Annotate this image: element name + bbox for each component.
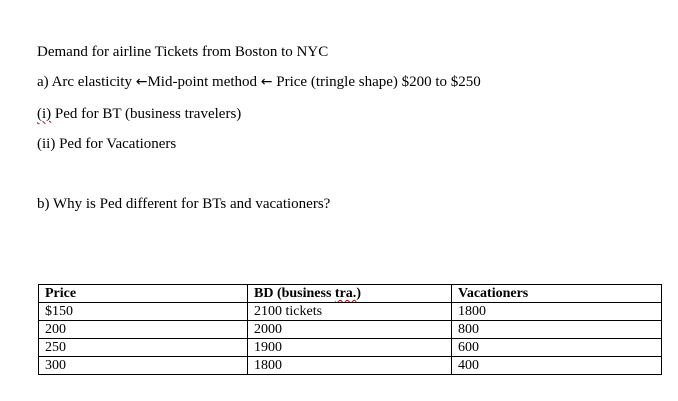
header-bd-prefix: BD (business: [254, 286, 335, 301]
document-title: Demand for airline Tickets from Boston to NYC: [37, 44, 329, 60]
cell-business-demand: 1900: [248, 339, 452, 357]
cell-price: $150: [39, 303, 248, 321]
left-arrow-icon: ←: [260, 74, 273, 90]
cell-vacationers: 600: [452, 339, 662, 357]
table-header-row: [39, 285, 662, 303]
table-row: [39, 339, 662, 357]
cell-vacationers: 800: [452, 321, 662, 339]
table-row: [39, 321, 662, 339]
cell-business-demand: 1800: [248, 357, 452, 375]
header-price: Price: [39, 285, 248, 303]
header-bd-squiggle: tra.: [334, 286, 357, 301]
question-a: [37, 73, 481, 91]
header-vacationers: Vacationers: [452, 285, 662, 303]
question-b: b) Why is Ped different for BTs and vacationers?: [37, 196, 331, 212]
header-business-demand: [248, 285, 452, 303]
table-row: [39, 303, 662, 321]
cell-business-demand: 2000: [248, 321, 452, 339]
item-i-marker: (i): [37, 106, 52, 122]
item-i-text: Ped for BT (business travelers): [51, 106, 242, 122]
cell-price: 300: [39, 357, 248, 375]
table-row: [39, 357, 662, 375]
cell-business-demand: 2100 tickets: [248, 303, 452, 321]
item-i: [37, 105, 241, 123]
question-a-text-1: a) Arc elasticity: [37, 74, 136, 90]
cell-vacationers: 1800: [452, 303, 662, 321]
cell-price: 200: [39, 321, 248, 339]
demand-table: [38, 284, 662, 375]
left-arrow-icon: ←: [135, 74, 148, 90]
cell-price: 250: [39, 339, 248, 357]
cell-vacationers: 400: [452, 357, 662, 375]
question-a-text-3: Price (tringle shape) $200 to $250: [272, 74, 481, 90]
item-ii: (ii) Ped for Vacationers: [37, 136, 177, 152]
header-bd-suffix: ): [356, 286, 361, 301]
question-a-text-2: Mid-point method: [147, 74, 261, 90]
